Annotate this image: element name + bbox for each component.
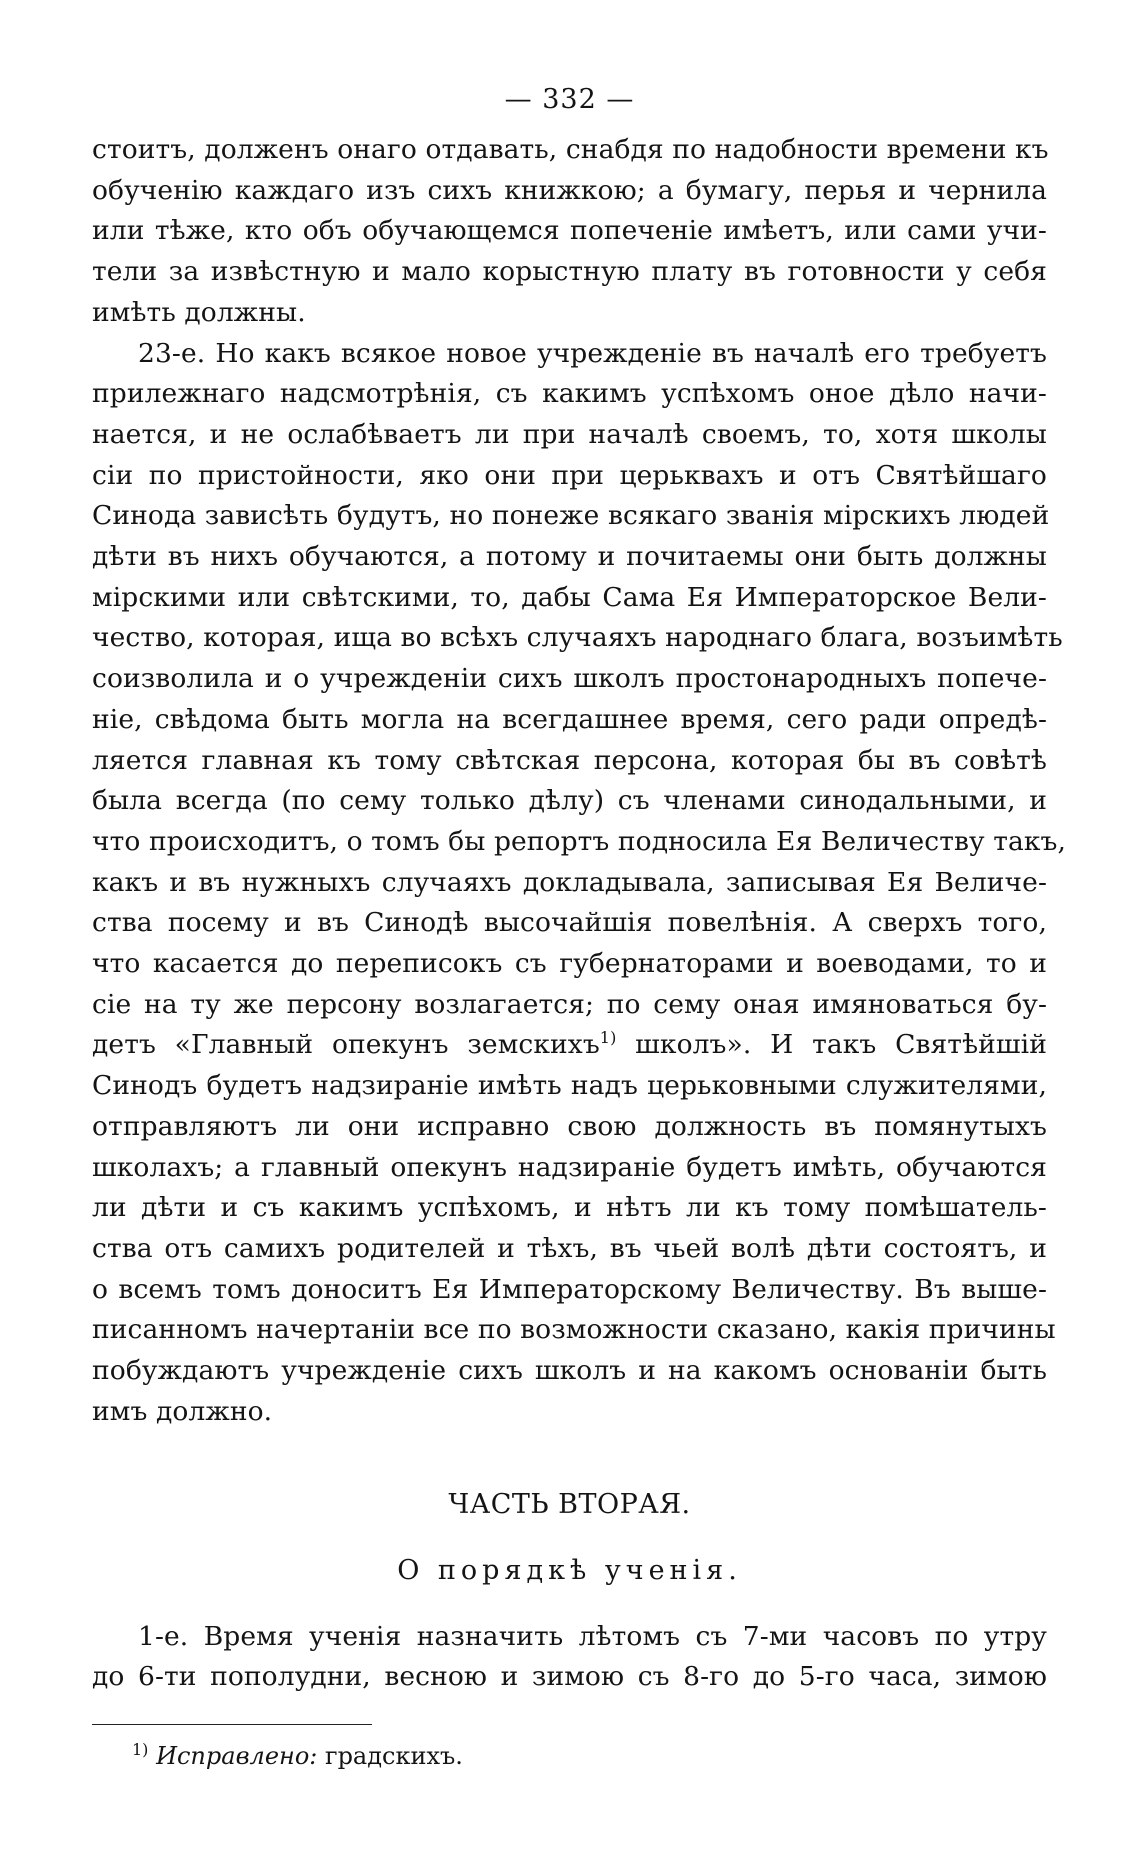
text-line: Синода зависѣть будутъ, но понеже всякаго званія мірскихъ людей	[92, 500, 1050, 532]
text-line: 23-е. Но какъ всякое новое учрежденіе въ началѣ его требуетъ	[138, 337, 1047, 369]
text-line: стоитъ, долженъ онаго отдавать, снабдя по надобности времени къ	[92, 134, 1049, 165]
text-line: или тѣже, кто объ обучающемся попеченіе имѣетъ, или сами учи-	[92, 215, 1047, 247]
text-line: какъ и въ нужныхъ случаяхъ докладывала, записывая Ея Величе-	[92, 866, 1047, 898]
text-line: ли дѣти и съ какимъ успѣхомъ, и нѣтъ ли къ тому помѣшатель-	[92, 1192, 1047, 1224]
text-line: школахъ; а главный опекунъ надзираніе будетъ имѣть, обучаются	[92, 1151, 1047, 1183]
text-line: была всегда (по сему только дѣлу) съ членами синодальными, и	[92, 785, 1047, 817]
text-fragment: школъ». И такъ Святѣйшій	[616, 1029, 1047, 1061]
text-line: что происходитъ, о томъ бы репортъ подносила Ея Величеству такъ,	[92, 825, 1067, 857]
text-line: побуждаютъ учрежденіе сихъ школъ и на какомъ основаніи быть	[92, 1355, 1047, 1387]
text-line: тели за извѣстную и мало корыстную плату въ готовности у себя	[92, 256, 1047, 288]
section-title: О порядкѣ ученія.	[397, 1554, 742, 1586]
text-line: ства отъ самихъ родителей и тѣхъ, въ чьей волѣ дѣти состоятъ, и	[92, 1232, 1047, 1264]
paragraph-continuation	[92, 130, 1047, 334]
text-line: мірскими или свѣтскими, то, дабы Сама Ея Императорское Вели-	[92, 581, 1047, 613]
text-line: сіе на ту же персону возлагается; по сему оная имяноваться бу-	[92, 988, 1047, 1020]
text-line: Синодъ будетъ надзираніе имѣть надъ церьковными служителями,	[92, 1070, 1047, 1102]
footnote-divider	[92, 1724, 372, 1725]
text-line: обученію каждаго изъ сихъ книжкою; а бумагу, перья и чернила	[92, 174, 1047, 206]
text-line: дѣти въ нихъ обучаются, а потому и почитаемы они быть должны	[92, 541, 1047, 573]
paragraph-article-1	[92, 1617, 1047, 1698]
text-line: имъ должно.	[92, 1395, 273, 1427]
text-line: сіи по пристойности, яко они при церьквахъ и отъ Святѣйшаго	[92, 459, 1047, 491]
text-line: что касается до переписокъ съ губернаторами и воеводами, то и	[92, 948, 1047, 980]
footnote	[132, 1739, 1047, 1773]
text-line: нается, и не ослабѣваетъ ли при началѣ своемъ, то, хотя школы	[92, 418, 1047, 450]
text-fragment: детъ «Главный опекунъ земскихъ	[92, 1029, 600, 1061]
page-number: — 332 —	[504, 84, 635, 115]
text-line: ляется главная къ тому свѣтская персона, которая бы въ совѣтѣ	[92, 744, 1047, 776]
part-title: ЧАСТЬ ВТОРАЯ.	[448, 1488, 691, 1520]
footnote-label: Исправлено:	[156, 1741, 318, 1770]
text-line: до 6-ти пополудни, весною и зимою съ 8-го до 5-го часа, зимою	[92, 1661, 1047, 1693]
footnote-reference: 1)	[599, 1028, 617, 1048]
text-line: писанномъ начертаніи все по возможности сказано, какія причины	[92, 1314, 1056, 1346]
text-line: ніе, свѣдома быть могла на всегдашнее время, сего ради опредѣ-	[92, 703, 1047, 735]
text-line: ства посему и въ Синодѣ высочайшія повелѣнія. А сверхъ того,	[92, 907, 1047, 939]
paragraph-article-23	[92, 334, 1067, 1433]
footnote-marker: 1)	[132, 1739, 149, 1759]
book-page	[92, 80, 1067, 1773]
text-line: отправляютъ ли они исправно свою должность въ помянутыхъ	[92, 1110, 1047, 1142]
text-line: чество, которая, ища во всѣхъ случаяхъ народнаго блага, возъимѣть	[92, 622, 1063, 654]
text-line: 1-е. Время ученія назначить лѣтомъ съ 7-ми часовъ по утру	[138, 1620, 1047, 1652]
text-line-with-footnote	[92, 1025, 1047, 1066]
footnote-text: градскихъ.	[317, 1741, 463, 1770]
text-line: о всемъ томъ доноситъ Ея Императорскому Величеству. Въ выше-	[92, 1273, 1047, 1305]
text-line: соизволила и о учрежденіи сихъ школъ простонародныхъ попече-	[92, 663, 1047, 695]
text-line: имѣть должны.	[92, 296, 306, 328]
text-line: прилежнаго надсмотрѣнія, съ какимъ успѣхомъ оное дѣло начи-	[92, 378, 1047, 410]
